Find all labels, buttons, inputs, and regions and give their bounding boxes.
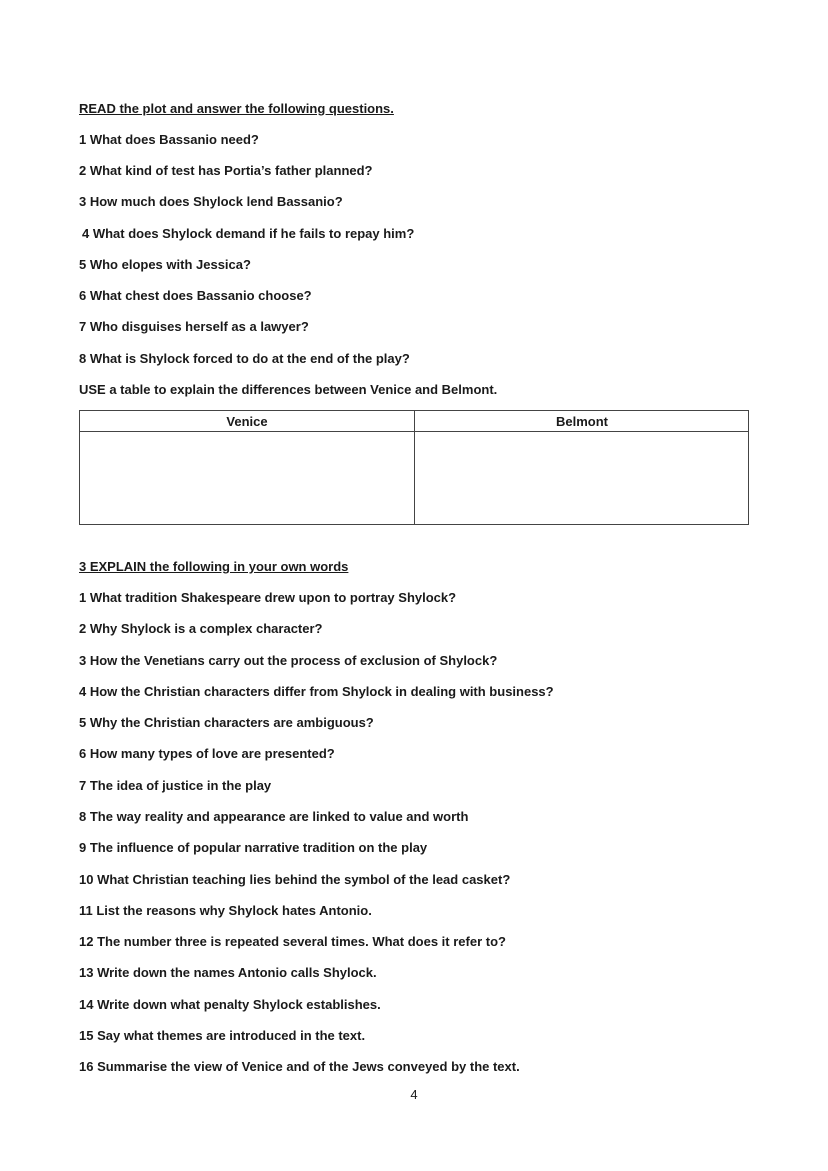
explain-item-12: 12 The number three is repeated several times. What does it refer to? [79,934,506,949]
explain-item-5: 5 Why the Christian characters are ambiguous? [79,715,374,730]
column-divider [414,411,415,524]
explain-item-4: 4 How the Christian characters differ from Shylock in dealing with business? [79,684,554,699]
explain-item-7: 7 The idea of justice in the play [79,778,272,793]
question-5: 5 Who elopes with Jessica? [79,257,251,272]
explain-item-14: 14 Write down what penalty Shylock establishes. [79,997,381,1012]
explain-item-15: 15 Say what themes are introduced in the text. [79,1028,366,1043]
comparison-table [79,410,749,525]
explain-item-3: 3 How the Venetians carry out the process of exclusion of Shylock? [79,653,498,668]
explain-item-16: 16 Summarise the view of Venice and of the Jews conveyed by the text. [79,1059,520,1074]
question-3: 3 How much does Shylock lend Bassanio? [79,194,343,209]
column-header-belmont: Belmont [556,414,608,429]
explain-item-6: 6 How many types of love are presented? [79,746,335,761]
question-1: 1 What does Bassanio need? [79,132,259,147]
explain-item-8: 8 The way reality and appearance are linked to value and worth [79,809,469,824]
explain-item-13: 13 Write down the names Antonio calls Shylock. [79,965,377,980]
explain-item-10: 10 What Christian teaching lies behind the symbol of the lead casket? [79,872,511,887]
explain-item-1: 1 What tradition Shakespeare drew upon to portray Shylock? [79,590,457,605]
section3-heading: 3 EXPLAIN the following in your own words [79,559,349,574]
question-4: 4 What does Shylock demand if he fails to repay him? [82,226,415,241]
question-7: 7 Who disguises herself as a lawyer? [79,319,309,334]
question-2: 2 What kind of test has Portia’s father planned? [79,163,373,178]
explain-item-2: 2 Why Shylock is a complex character? [79,621,323,636]
question-8: 8 What is Shylock forced to do at the end of the play? [79,351,410,366]
section1-heading: READ the plot and answer the following questions. [79,101,394,116]
page-number: 4 [410,1087,418,1102]
explain-item-11: 11 List the reasons why Shylock hates Antonio. [79,903,372,918]
table-instruction: USE a table to explain the differences between Venice and Belmont. [79,382,498,397]
question-6: 6 What chest does Bassanio choose? [79,288,312,303]
column-header-venice: Venice [226,414,268,429]
explain-item-9: 9 The influence of popular narrative tradition on the play [79,840,428,855]
